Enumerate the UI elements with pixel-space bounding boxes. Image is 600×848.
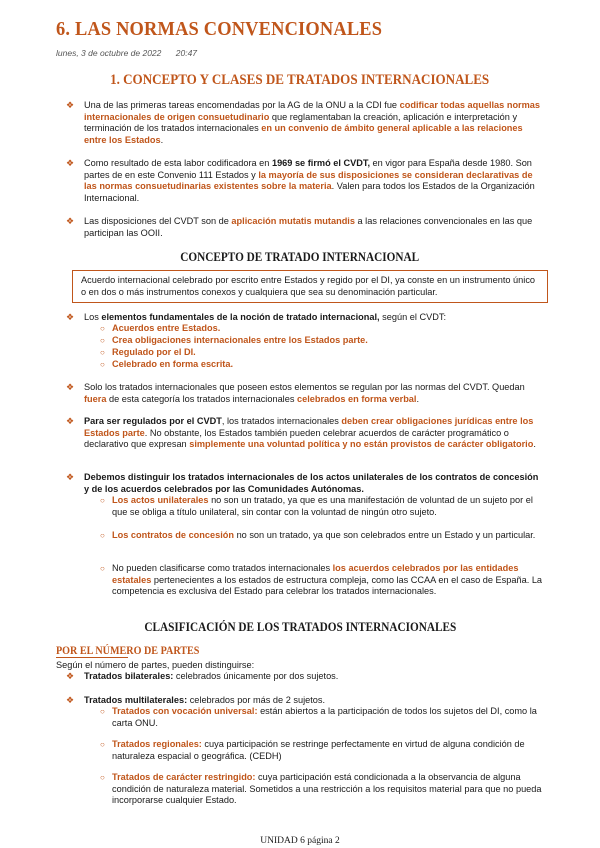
paragraph-cvdt: ❖ Como resultado de esta labor codificadora en 1969 se firmó el CVDT, en vigor para España desde 1980. Son partes de en este Convenio 111 Estados y la mayoría de sus disposiciones se consideran declarativas de las normas consuetudinarias existentes sobre la materia. Valen para todos los Estados de la Organización Internacional. bbox=[66, 158, 535, 203]
list-item: ○ Tratados con vocación universal: están abiertos a la participación de todos los sujetos del DI, como la carta ONU. bbox=[100, 706, 537, 728]
paragraph-mutatis: ❖ Las disposiciones del CVDT son de aplicación mutatis mutandis a las relaciones convencionales en las que participan las OOII. bbox=[66, 216, 533, 238]
circle-bullet-icon: ○ bbox=[100, 360, 105, 369]
paragraph-elementos: ❖ Los elementos fundamentales de la noción de tratado internacional, según el CVDT: bbox=[66, 312, 447, 322]
diamond-bullet-icon: ❖ bbox=[66, 158, 75, 168]
circle-bullet-icon: ○ bbox=[100, 707, 105, 716]
circle-bullet-icon: ○ bbox=[100, 348, 105, 357]
heading-concepto-tratado: CONCEPTO DE TRATADO INTERNACIONAL bbox=[180, 250, 420, 264]
definition-box: Acuerdo internacional celebrado por escrito entre Estados y regido por el DI, ya conste en un instrumento único o en dos o más instrumentos conexos y cualquiera que sea su denominación particular. bbox=[72, 270, 548, 303]
list-item: ○ Celebrado en forma escrita. bbox=[100, 359, 234, 369]
circle-bullet-icon: ○ bbox=[100, 740, 105, 749]
paragraph-cdi: ❖ Una de las primeras tareas encomendadas por la AG de la ONU a la CDI fue codificar todas aquellas normas internacionales de origen consuetudinario que reglamentaban la creación, aplicación e interpretación y terminación de los tratados internacionales en un convenio de ámbito general aplicable a las relaciones entre los Estados. bbox=[66, 100, 541, 145]
paragraph-solo: ❖ Solo los tratados internacionales que poseen estos elementos se regulan por las normas del CVDT. Quedan fuera de esta categoría los tratados internacionales celebrados en forma verbal. bbox=[66, 382, 525, 404]
paragraph-multilaterales: ❖ Tratados multilaterales: celebrados por más de 2 sujetos. bbox=[66, 695, 326, 705]
paragraph-distinguir: ❖ Debemos distinguir los tratados internacionales de los actos unilaterales de los contratos de concesión y de los acuerdos celebrados por las Comunidades Autónomas. bbox=[66, 472, 539, 494]
heading-clasificacion: CLASIFICACIÓN DE LOS TRATADOS INTERNACIONALES bbox=[144, 620, 456, 634]
diamond-bullet-icon: ❖ bbox=[66, 695, 75, 705]
intro-text: Según el número de partes, pueden distinguirse: bbox=[56, 660, 255, 670]
date-text: lunes, 3 de octubre de 2022 bbox=[56, 48, 162, 58]
list-item: ○ No pueden clasificarse como tratados internacionales los acuerdos celebrados por las entidades estatales pertenecientes a los estados de estructura compleja, como las CCAA en el caso de España. La competencia es exclusiva del Estado para celebrar los tratados internacionales. bbox=[100, 563, 543, 596]
diamond-bullet-icon: ❖ bbox=[66, 100, 75, 110]
list-item: ○ Los contratos de concesión no son un tratado, ya que son celebrados entre un Estado y un particular. bbox=[100, 530, 536, 540]
list-item: ○ Tratados de carácter restringido: cuya participación está condicionada a la observancia de alguna condición de naturaleza material. Sometidos a una restricción a los requisitos material para que no pueda incorporarse cualquier Estado. bbox=[100, 772, 542, 805]
diamond-bullet-icon: ❖ bbox=[66, 416, 75, 426]
list-item: ○ Acuerdos entre Estados. bbox=[100, 323, 221, 333]
circle-bullet-icon: ○ bbox=[100, 773, 105, 782]
diamond-bullet-icon: ❖ bbox=[66, 216, 75, 226]
circle-bullet-icon: ○ bbox=[100, 531, 105, 540]
list-item: ○ Tratados regionales: cuya participación se restringe perfectamente en virtud de alguna condición de naturaleza espacial o geográfica. (CEDH) bbox=[100, 739, 525, 761]
page-title: 6. LAS NORMAS CONVENCIONALES bbox=[56, 18, 383, 40]
circle-bullet-icon: ○ bbox=[100, 324, 105, 333]
section-heading-concepto-clases bbox=[0, 72, 600, 89]
paragraph-bilaterales: ❖ Tratados bilaterales: celebrados únicamente por dos sujetos. bbox=[66, 671, 339, 681]
subheading-underline bbox=[56, 657, 128, 658]
paragraph-regulados: ❖ Para ser regulados por el CVDT, los tratados internacionales deben crear obligaciones jurídicas entre los Estados parte. No obstante, los Estados también pueden celebrar acuerdos de carácter programático o declarativo que expresan simplemente una voluntad política y no están provistos de carácter obligatorio. bbox=[66, 416, 536, 449]
diamond-bullet-icon: ❖ bbox=[66, 472, 75, 482]
page-footer: UNIDAD 6 página 2 bbox=[260, 836, 340, 846]
section-heading-text: 1. CONCEPTO Y CLASES DE TRATADOS INTERNACIONALES bbox=[110, 72, 490, 88]
diamond-bullet-icon: ❖ bbox=[66, 382, 75, 392]
subheading-numero-partes: POR EL NÚMERO DE PARTES bbox=[56, 645, 200, 657]
list-item: ○ Crea obligaciones internacionales entre los Estados parte. bbox=[100, 335, 368, 345]
circle-bullet-icon: ○ bbox=[100, 564, 105, 573]
circle-bullet-icon: ○ bbox=[100, 336, 105, 345]
list-item: ○ Regulado por el DI. bbox=[100, 347, 196, 357]
list-item: ○ Los actos unilaterales no son un tratado, ya que es una manifestación de voluntad de un sujeto por el que se obliga a título unilateral, sin contar con la voluntad de ningún otro sujeto. bbox=[100, 495, 533, 517]
diamond-bullet-icon: ❖ bbox=[66, 671, 75, 681]
page-date bbox=[56, 48, 209, 58]
diamond-bullet-icon: ❖ bbox=[66, 312, 75, 322]
circle-bullet-icon: ○ bbox=[100, 496, 105, 505]
time-text: 20:47 bbox=[175, 48, 198, 58]
